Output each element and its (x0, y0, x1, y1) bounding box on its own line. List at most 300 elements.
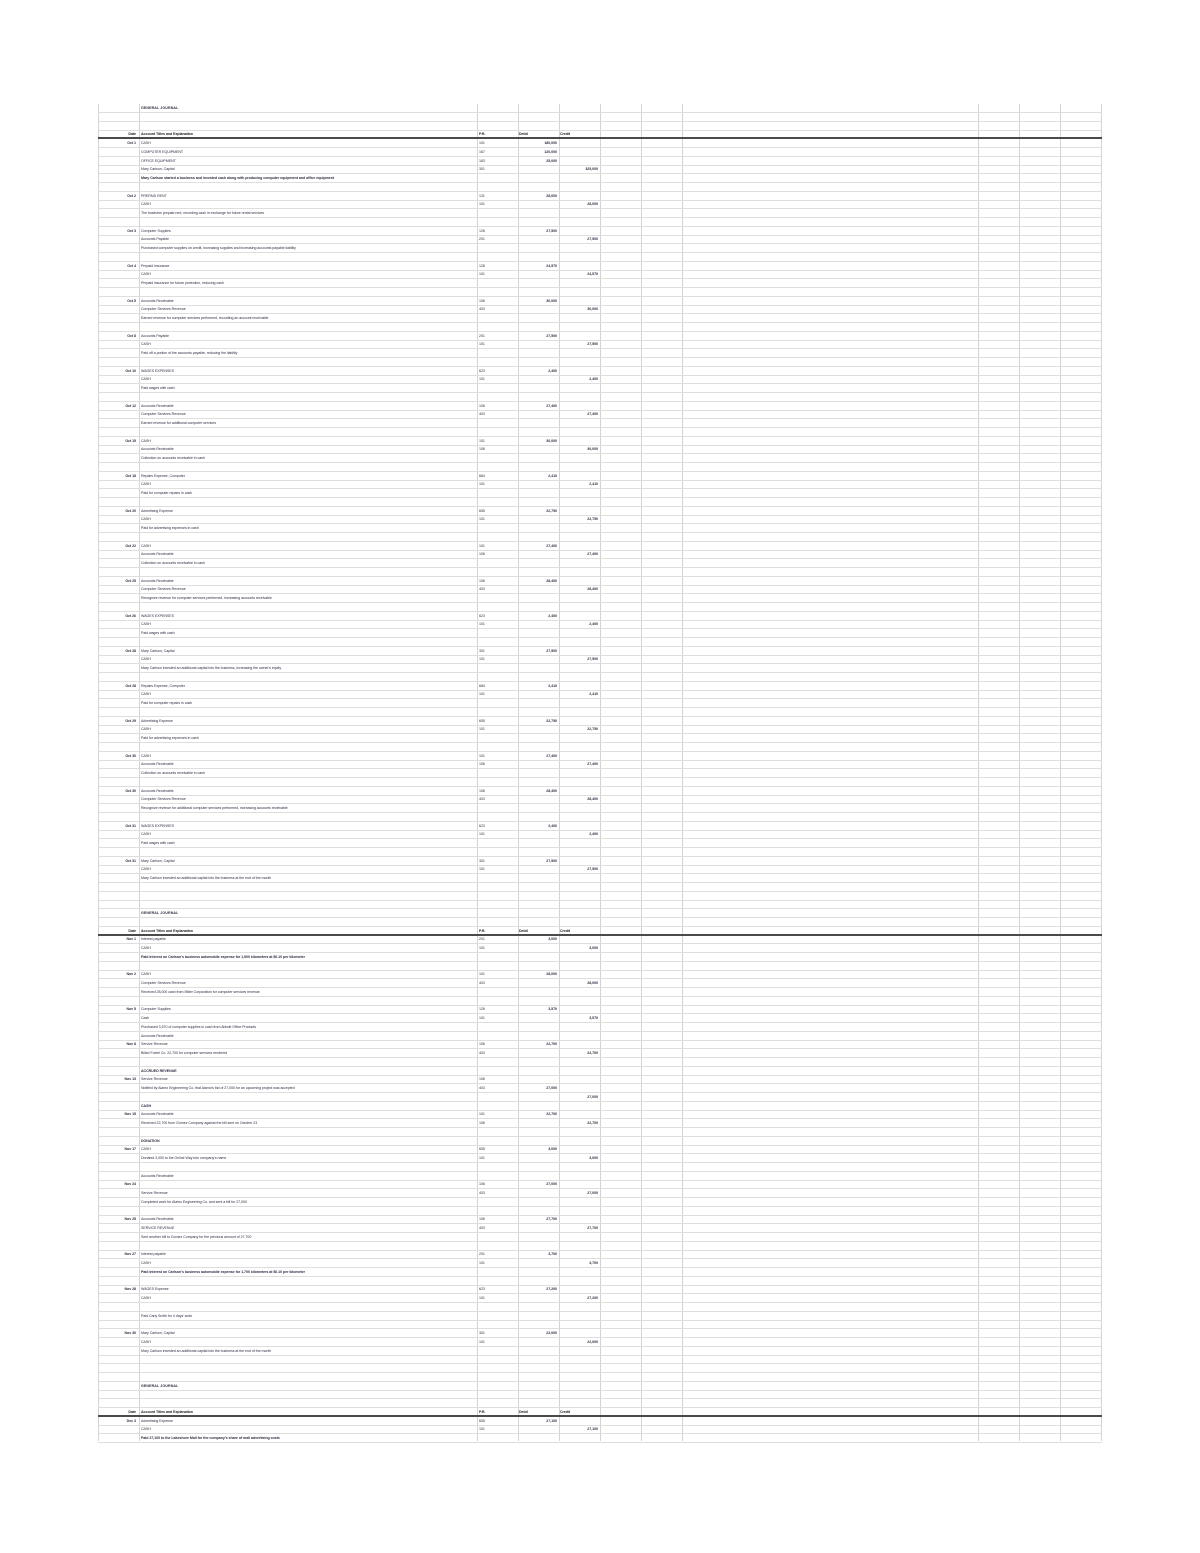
cell-account[interactable]: Received 28,000 cash from Miller Corporation for computer services revenue (141, 989, 260, 994)
cell-pr[interactable]: 403 (479, 1051, 485, 1055)
cell-debit[interactable]: 24,570 (546, 263, 557, 268)
cell-pr[interactable]: 101 (479, 1016, 485, 1020)
cell-debit[interactable]: 30,000 (546, 298, 557, 303)
cell-debit[interactable]: 180,000 (544, 141, 557, 145)
cell-pr[interactable]: 301 (479, 167, 485, 172)
cell-account[interactable]: Service Revenue (141, 1042, 168, 1047)
cell-pr[interactable]: 655 (479, 1147, 485, 1152)
cell-debit[interactable]: 27,500 (546, 858, 557, 863)
cell-account[interactable]: Service Revenue (141, 1191, 168, 1195)
cell-credit[interactable]: 28,400 (587, 587, 598, 592)
cell-pr[interactable]: 106 (479, 298, 485, 303)
cell-debit[interactable]: 3,000 (548, 937, 557, 942)
cell-date[interactable]: Oct 28 (125, 648, 136, 653)
cell-date[interactable]: Oct 28 (125, 683, 136, 688)
cell-pr[interactable]: 101 (479, 272, 485, 277)
cell-pr[interactable]: 101 (479, 1156, 485, 1160)
cell-account[interactable]: WAGES EXPENSES (141, 613, 174, 618)
cell-pr[interactable]: 106 (479, 762, 485, 767)
cell-credit[interactable]: 28,400 (587, 797, 598, 802)
cell-date[interactable]: Oct 20 (125, 508, 136, 513)
cell-date[interactable]: Nov 8 (126, 1042, 136, 1047)
cell-date[interactable]: Oct 1 (127, 141, 136, 145)
journal-title[interactable]: GENERAL JOURNAL (141, 1383, 179, 1388)
cell-debit[interactable]: 27,700 (546, 1217, 557, 1222)
cell-pr[interactable]: 403 (479, 412, 485, 417)
cell-pr[interactable]: 301 (479, 858, 485, 863)
cell-credit[interactable]: 30,000 (587, 307, 598, 312)
cell-pr[interactable]: 101 (479, 202, 485, 207)
cell-account[interactable]: Accounts Receivable (141, 1112, 174, 1117)
cell-pr[interactable]: 623 (479, 823, 485, 828)
cell-date[interactable]: Nov 25 (124, 1217, 136, 1222)
cell-account[interactable]: DONATION (141, 1138, 160, 1143)
cell-pr[interactable]: 201 (479, 237, 485, 242)
cell-account[interactable]: Paid 27,100 to the Lakeshore Mall for the company's share of mall advertising costs (141, 1436, 280, 1440)
cell-account[interactable]: Sent another bill to Gomez Company for the previous amount of 27,700 (141, 1234, 252, 1239)
cell-pr[interactable]: 684 (479, 683, 485, 688)
cell-account[interactable]: CASH (141, 972, 151, 977)
cell-account[interactable]: COMPUTER EQUIPMENT (141, 149, 184, 154)
cell-pr[interactable]: 101 (479, 1427, 485, 1432)
cell-account[interactable]: ACCRUED REVENUE (141, 1068, 177, 1073)
cell-account[interactable]: Mary Carlson invested an additional capital into the business, increasing the owner's equity (141, 666, 282, 670)
cell-debit[interactable]: 27,000 (546, 1086, 557, 1090)
cell-debit[interactable]: 3,570 (548, 1007, 557, 1012)
table-row (98, 1180, 1102, 1189)
cell-debit[interactable]: 2,400 (548, 823, 557, 828)
cell-date[interactable]: Nov 17 (124, 1147, 136, 1152)
cell-credit[interactable]: 27,400 (587, 412, 598, 417)
cell-credit[interactable]: 2,410 (589, 482, 598, 487)
cell-debit[interactable]: 27,500 (546, 648, 557, 653)
cell-account[interactable]: Paid interest on Carlson's business automobile expense for 1,700 kilometers at $0.10 per kilometer (141, 1269, 305, 1274)
cell-account[interactable]: CASH (141, 202, 151, 207)
cell-debit[interactable]: 27,000 (546, 1182, 557, 1187)
cell-account[interactable]: Computer Services Revenue (141, 307, 186, 312)
cell-account[interactable]: Earned revenue for computer services performed, recording an account receivable (141, 316, 269, 320)
cell-account[interactable]: Computer Supplies (141, 228, 171, 233)
cell-debit[interactable]: 22,700 (546, 1042, 557, 1047)
cell-pr[interactable]: 201 (479, 937, 485, 942)
cell-debit[interactable]: 2,400 (548, 613, 557, 618)
cell-credit[interactable]: 3,000 (589, 946, 598, 950)
cell-account[interactable]: Mary Carlson, Capital (141, 1331, 175, 1335)
cell-debit[interactable]: 28,000 (546, 972, 557, 977)
cell-account[interactable]: CASH (141, 692, 151, 697)
cell-account[interactable]: CASH (141, 1261, 151, 1265)
cell-pr[interactable]: 655 (479, 508, 485, 513)
cell-account[interactable]: Paid for advertising expenses in cash (141, 526, 199, 530)
header-credit[interactable]: Credit (560, 928, 571, 933)
cell-account[interactable]: Collection on accounts receivable in cash (141, 456, 205, 460)
cell-debit[interactable]: 25,000 (546, 158, 557, 163)
cell-debit[interactable]: 27,500 (546, 228, 557, 233)
cell-pr[interactable]: 126 (479, 228, 485, 233)
cell-account[interactable]: Paid for computer repairs in cash (141, 491, 193, 495)
cell-account[interactable]: Purchased 3,570 of computer supplies in cash from Abbott Office Products (141, 1024, 256, 1029)
cell-account[interactable]: Accounts Receivable (141, 1217, 174, 1222)
cell-pr[interactable]: 655 (479, 718, 485, 723)
cell-date[interactable]: Nov 1 (126, 937, 136, 942)
cell-pr[interactable]: 131 (479, 193, 485, 198)
cell-account[interactable]: Prepaid Insurance (141, 263, 170, 268)
cell-debit[interactable]: 3,700 (548, 1252, 557, 1257)
cell-pr[interactable]: 101 (479, 727, 485, 732)
cell-account[interactable]: WAGES Expense (141, 1287, 169, 1292)
cell-account[interactable]: CASH (141, 946, 151, 950)
cell-account[interactable]: Received 22,700 from Gomez Company against the bill sent on October 23 (141, 1121, 258, 1125)
cell-debit[interactable]: 22,750 (546, 508, 557, 513)
cell-account[interactable]: Accounts Receivable (141, 403, 174, 408)
cell-debit[interactable]: 3,000 (548, 1147, 557, 1152)
cell-account[interactable]: Mary Carlson invested an additional capital into the business at the end of the month (141, 1348, 272, 1353)
cell-credit[interactable]: 3,000 (589, 1156, 598, 1160)
cell-credit[interactable]: 2,400 (589, 377, 598, 382)
cell-debit[interactable]: 28,000 (546, 193, 557, 198)
cell-pr[interactable]: 403 (479, 587, 485, 592)
cell-date[interactable]: Oct 29 (125, 718, 136, 723)
cell-account[interactable]: Interest payable (141, 1252, 166, 1257)
cell-pr[interactable]: 101 (479, 832, 485, 837)
cell-date[interactable]: Oct 25 (125, 578, 136, 583)
cell-account[interactable]: Accounts Receivable (141, 762, 174, 767)
cell-account[interactable]: CASH (141, 753, 151, 758)
cell-account[interactable]: CASH (141, 141, 151, 145)
cell-date[interactable]: Oct 30 (125, 753, 136, 758)
header-account[interactable]: Account Titles and Explanation (141, 1409, 193, 1414)
cell-credit[interactable]: 24,570 (587, 272, 598, 277)
cell-account[interactable]: Advertising Expense (141, 718, 173, 723)
cell-account[interactable]: Repairs Expense, Computer (141, 473, 185, 478)
cell-account[interactable]: Computer Supplies (141, 1007, 171, 1012)
cell-credit[interactable]: 28,000 (587, 981, 598, 985)
header-credit[interactable]: Credit (560, 132, 571, 137)
cell-account[interactable]: CASH (141, 832, 151, 837)
cell-account[interactable]: Paid wages with cash (141, 631, 175, 635)
cell-debit[interactable]: 2,410 (548, 473, 557, 478)
cell-date[interactable]: Nov 28 (124, 1287, 136, 1292)
cell-account[interactable]: CASH (141, 657, 151, 662)
cell-account[interactable]: Paid wages with cash (141, 386, 175, 390)
cell-credit[interactable]: 27,400 (587, 552, 598, 557)
cell-account[interactable]: CASH (141, 1339, 151, 1344)
header-pr[interactable]: P.R. (479, 132, 486, 137)
cell-pr[interactable]: 101 (479, 543, 485, 548)
header-credit[interactable]: Credit (560, 1409, 571, 1414)
cell-debit[interactable]: 27,100 (546, 1418, 557, 1423)
cell-account[interactable]: Mary Carlson, Capital (141, 167, 175, 172)
cell-account[interactable]: CASH (141, 867, 151, 872)
cell-date[interactable]: Oct 31 (125, 823, 136, 828)
cell-account[interactable]: CASH (141, 727, 151, 732)
cell-pr[interactable]: 106 (479, 1042, 485, 1047)
cell-account[interactable]: Computer Services Revenue (141, 412, 186, 417)
cell-credit[interactable]: 22,750 (587, 517, 598, 522)
cell-account[interactable]: Mary Carlson, Capital (141, 858, 175, 863)
cell-account[interactable]: Advertising Expense (141, 508, 173, 513)
cell-pr[interactable]: 101 (479, 657, 485, 662)
cell-account[interactable]: Paid Carly Smith for 4 days' work (141, 1313, 193, 1318)
header-account[interactable]: Account Titles and Explanation (141, 132, 193, 137)
cell-credit[interactable]: 27,200 (587, 1296, 598, 1300)
cell-debit[interactable]: 27,200 (546, 1287, 557, 1292)
cell-pr[interactable]: 101 (479, 1296, 485, 1300)
cell-date[interactable]: Oct 22 (125, 543, 136, 548)
cell-account[interactable]: Service Revenue (141, 1077, 168, 1082)
cell-pr[interactable]: 101 (479, 438, 485, 443)
cell-debit[interactable]: 27,500 (546, 333, 557, 338)
cell-credit[interactable]: 22,700 (587, 1051, 598, 1055)
cell-pr[interactable]: 163 (479, 158, 485, 163)
cell-pr[interactable]: 403 (479, 1226, 485, 1230)
cell-pr[interactable]: 101 (479, 867, 485, 872)
cell-credit[interactable]: 27,500 (587, 237, 598, 242)
cell-account[interactable]: Mary Carlson, Capital (141, 648, 175, 653)
cell-pr[interactable]: 101 (479, 141, 485, 145)
cell-account[interactable]: Interest payable (141, 937, 166, 942)
table-row (98, 1259, 1102, 1268)
cell-date[interactable]: Nov 2 (126, 972, 136, 977)
cell-credit[interactable]: 22,700 (587, 1121, 598, 1125)
cell-account[interactable]: Completed work for Alamo Engineering Co. and sent a bill for 27,000 (141, 1199, 247, 1204)
cell-pr[interactable]: 106 (479, 403, 485, 408)
cell-pr[interactable]: 106 (479, 552, 485, 557)
cell-pr[interactable]: 106 (479, 788, 485, 793)
header-date[interactable]: Date (128, 928, 136, 933)
cell-account[interactable]: Recognize revenue for computer services performed, increasing accounts receivable (141, 596, 272, 600)
cell-pr[interactable]: 101 (479, 946, 485, 950)
cell-credit[interactable]: 27,700 (587, 1226, 598, 1230)
cell-account[interactable]: CASH (141, 1103, 151, 1108)
cell-pr[interactable]: 106 (479, 578, 485, 583)
cell-pr[interactable]: 403 (479, 981, 485, 985)
cell-account[interactable]: WAGES EXPENSES (141, 368, 174, 373)
cell-pr[interactable]: 201 (479, 1252, 485, 1257)
journal-title[interactable]: GENERAL JOURNAL (141, 911, 179, 915)
cell-account[interactable]: Accounts Receivable (141, 788, 174, 793)
cell-date[interactable]: Oct 15 (125, 438, 136, 443)
cell-account[interactable]: Cash (141, 1016, 150, 1020)
cell-pr[interactable]: 101 (479, 517, 485, 522)
cell-pr[interactable]: 101 (479, 1339, 485, 1344)
cell-date[interactable]: Oct 4 (127, 263, 136, 268)
cell-account[interactable]: Collection on accounts receivable in cash (141, 561, 205, 565)
cell-account[interactable]: OFFICE EQUIPMENT (141, 158, 176, 163)
cell-date[interactable]: Nov 27 (124, 1252, 136, 1257)
cell-account[interactable]: Accounts Receivable (141, 552, 174, 557)
table-row (98, 174, 1102, 183)
cell-debit[interactable]: 22,700 (546, 1112, 557, 1117)
header-debit[interactable]: Debit (519, 132, 528, 137)
cell-account[interactable]: Billed Foxtel Co. 22,700 for computer services rendered (141, 1051, 228, 1055)
cell-debit[interactable]: 2,400 (548, 368, 557, 373)
cell-date[interactable]: Nov 5 (126, 1007, 136, 1012)
cell-pr[interactable]: 126 (479, 1007, 485, 1012)
cell-pr[interactable]: 623 (479, 368, 485, 373)
cell-credit[interactable]: 22,750 (587, 727, 598, 732)
cell-account[interactable]: Computer Services Revenue (141, 587, 186, 592)
cell-date[interactable]: Oct 5 (127, 298, 136, 303)
cell-date[interactable]: Dec 3 (126, 1418, 136, 1423)
header-account[interactable]: Account Titles and Explanation (141, 928, 193, 933)
cell-debit[interactable]: 22,000 (546, 1331, 557, 1335)
cell-pr[interactable]: 301 (479, 1331, 485, 1335)
cell-account[interactable]: Notified by Alamo Engineering Co. that Alamo's bid of 27,000 for an upcoming project was accepted (141, 1086, 295, 1090)
cell-account[interactable]: Paid off a portion of the accounts payable, reducing the liability (141, 351, 238, 355)
cell-account[interactable]: CASH (141, 272, 151, 277)
cell-pr[interactable]: 128 (479, 263, 485, 268)
cell-account[interactable]: Accounts Receivable (141, 298, 174, 303)
cell-account[interactable]: Accounts Receivable (141, 578, 174, 583)
cell-account[interactable]: CASH (141, 482, 151, 487)
cell-date[interactable]: Oct 2 (127, 193, 136, 198)
cell-account[interactable]: Paid for computer repairs in cash (141, 701, 193, 705)
cell-account[interactable]: Accounts Receivable (141, 1033, 174, 1038)
cell-pr[interactable]: 101 (479, 692, 485, 697)
cell-credit[interactable]: 27,500 (587, 342, 598, 347)
cell-account[interactable]: PREPAID RENT (141, 193, 167, 198)
header-date[interactable]: Date (128, 132, 136, 137)
cell-credit[interactable]: 30,000 (587, 447, 598, 452)
cell-credit[interactable]: 27,400 (587, 762, 598, 767)
cell-account[interactable]: CASH (141, 1147, 151, 1152)
cell-account[interactable]: Accounts Payable (141, 333, 169, 338)
header-date[interactable]: Date (128, 1409, 136, 1414)
cell-pr[interactable]: 101 (479, 622, 485, 627)
header-pr[interactable]: P.R. (479, 1409, 486, 1414)
cell-date[interactable]: Oct 8 (127, 333, 136, 338)
cell-debit[interactable]: 120,000 (544, 149, 557, 154)
cell-debit[interactable]: 28,400 (546, 788, 557, 793)
cell-pr[interactable]: 201 (479, 333, 485, 338)
cell-date[interactable]: Nov 13 (124, 1077, 136, 1082)
cell-pr[interactable]: 106 (479, 1077, 485, 1082)
cell-date[interactable]: Nov 15 (124, 1112, 136, 1117)
cell-pr[interactable]: 106 (479, 447, 485, 452)
cell-credit[interactable]: 27,500 (587, 657, 598, 662)
cell-credit[interactable]: 325,000 (585, 167, 598, 172)
cell-account[interactable]: CASH (141, 1296, 151, 1300)
cell-credit[interactable]: 27,000 (587, 1094, 598, 1099)
cell-account[interactable]: SERVICE REVENUE (141, 1226, 175, 1230)
cell-pr[interactable]: 301 (479, 648, 485, 653)
cell-account[interactable]: WAGES EXPENSES (141, 823, 174, 828)
cell-date[interactable]: Oct 18 (125, 473, 136, 478)
cell-date[interactable]: Nov 24 (124, 1182, 136, 1187)
cell-account[interactable]: Accounts Receivable (141, 1173, 174, 1178)
cell-pr[interactable]: 403 (479, 797, 485, 802)
cell-account[interactable]: CASH (141, 622, 151, 627)
cell-debit[interactable]: 27,400 (546, 753, 557, 758)
cell-pr[interactable]: 101 (479, 1112, 485, 1117)
cell-debit[interactable]: 30,000 (546, 438, 557, 443)
journal-title[interactable]: GENERAL JOURNAL (141, 106, 179, 110)
cell-pr[interactable]: 106 (479, 1182, 485, 1187)
cell-account[interactable]: Mary Carlson started a business and invested cash along with producing computer equipment and office equipment (141, 176, 334, 180)
cell-account[interactable]: Donated 3,000 to the Online Way into company's name (141, 1156, 227, 1160)
cell-pr[interactable]: 101 (479, 377, 485, 382)
cell-date[interactable]: Oct 3 (127, 228, 136, 233)
cell-account[interactable]: CASH (141, 543, 151, 548)
cell-account[interactable]: Accounts Receivable (141, 447, 174, 452)
cell-account[interactable]: CASH (141, 438, 151, 443)
cell-date[interactable]: Nov 30 (124, 1331, 136, 1335)
cell-pr[interactable]: 623 (479, 1287, 485, 1292)
cell-account[interactable]: Mary Carlson invested an additional capital into the business at the end of the month (141, 876, 272, 880)
cell-credit[interactable]: 27,500 (587, 867, 598, 872)
cell-account[interactable]: Computer Services Revenue (141, 981, 186, 985)
cell-account[interactable]: Recognize revenue for additional computer services performed, increasing accounts receivable (141, 806, 288, 810)
cell-account[interactable]: CASH (141, 517, 151, 522)
cell-debit[interactable]: 27,400 (546, 403, 557, 408)
cell-date[interactable]: Oct 31 (125, 858, 136, 863)
cell-pr[interactable]: 167 (479, 149, 485, 154)
cell-credit[interactable]: 2,400 (589, 832, 598, 837)
cell-account[interactable]: Purchased computer supplies on credit, increasing supplies and increasing accounts payable liability (141, 246, 296, 250)
cell-credit[interactable]: 3,570 (589, 1016, 598, 1020)
header-debit[interactable]: Debit (519, 1409, 528, 1414)
cell-account[interactable]: Paid wages with cash (141, 841, 175, 845)
cell-credit[interactable]: 2,410 (589, 692, 598, 697)
cell-date[interactable]: Oct 12 (125, 403, 136, 408)
cell-pr[interactable]: 101 (479, 753, 485, 758)
table-row (98, 235, 1102, 244)
cell-date[interactable]: Oct 26 (125, 613, 136, 618)
cell-date[interactable]: Oct 10 (125, 368, 136, 373)
cell-debit[interactable]: 2,410 (548, 683, 557, 688)
cell-account[interactable]: Prepaid insurance for future protection, reducing cash (141, 281, 224, 285)
cell-debit[interactable]: 28,400 (546, 578, 557, 583)
cell-pr[interactable]: 403 (479, 307, 485, 312)
cell-account[interactable]: Paid interest on Carlson's business automobile expense for 1,500 kilometers at $0.10 per kilometer (141, 954, 305, 959)
cell-pr[interactable]: 684 (479, 473, 485, 478)
cell-debit[interactable]: 27,400 (546, 543, 557, 548)
cell-pr[interactable]: 403 (479, 1191, 485, 1195)
cell-pr[interactable]: 101 (479, 1261, 485, 1265)
cell-account[interactable]: CASH (141, 342, 151, 347)
cell-debit[interactable]: 22,750 (546, 718, 557, 723)
cell-account[interactable]: Earned revenue for additional computer services (141, 421, 216, 425)
cell-credit[interactable]: 27,100 (587, 1427, 598, 1432)
cell-account[interactable]: CASH (141, 1427, 151, 1432)
cell-account[interactable]: Repairs Expense, Computer (141, 683, 185, 688)
header-debit[interactable]: Debit (519, 928, 528, 933)
cell-credit[interactable]: 27,000 (587, 1191, 598, 1195)
cell-account[interactable]: Advertising Expense (141, 1418, 173, 1423)
cell-account[interactable]: Paid for advertising expenses in cash (141, 736, 199, 740)
cell-pr[interactable]: 106 (479, 1121, 485, 1125)
cell-pr[interactable]: 106 (479, 1217, 485, 1222)
cell-pr[interactable]: 655 (479, 1418, 485, 1423)
cell-account[interactable]: Collection on accounts receivable in cash (141, 771, 205, 775)
cell-pr[interactable]: 101 (479, 972, 485, 977)
cell-credit[interactable]: 28,000 (587, 202, 598, 207)
cell-pr[interactable]: 623 (479, 613, 485, 618)
cell-pr[interactable]: 101 (479, 482, 485, 487)
cell-credit[interactable]: 3,700 (589, 1261, 598, 1265)
cell-pr[interactable]: 403 (479, 1086, 485, 1090)
cell-credit[interactable]: 22,000 (587, 1339, 598, 1344)
cell-account[interactable]: CASH (141, 377, 151, 382)
header-pr[interactable]: P.R. (479, 928, 486, 933)
cell-date[interactable]: Oct 30 (125, 788, 136, 793)
cell-account[interactable]: Accounts Payable (141, 237, 169, 242)
cell-account[interactable]: Computer Services Revenue (141, 797, 186, 802)
cell-credit[interactable]: 2,400 (589, 622, 598, 627)
cell-account[interactable]: The business prepaid rent, recording cash in exchange for future rental services (141, 211, 265, 215)
cell-pr[interactable]: 101 (479, 342, 485, 347)
